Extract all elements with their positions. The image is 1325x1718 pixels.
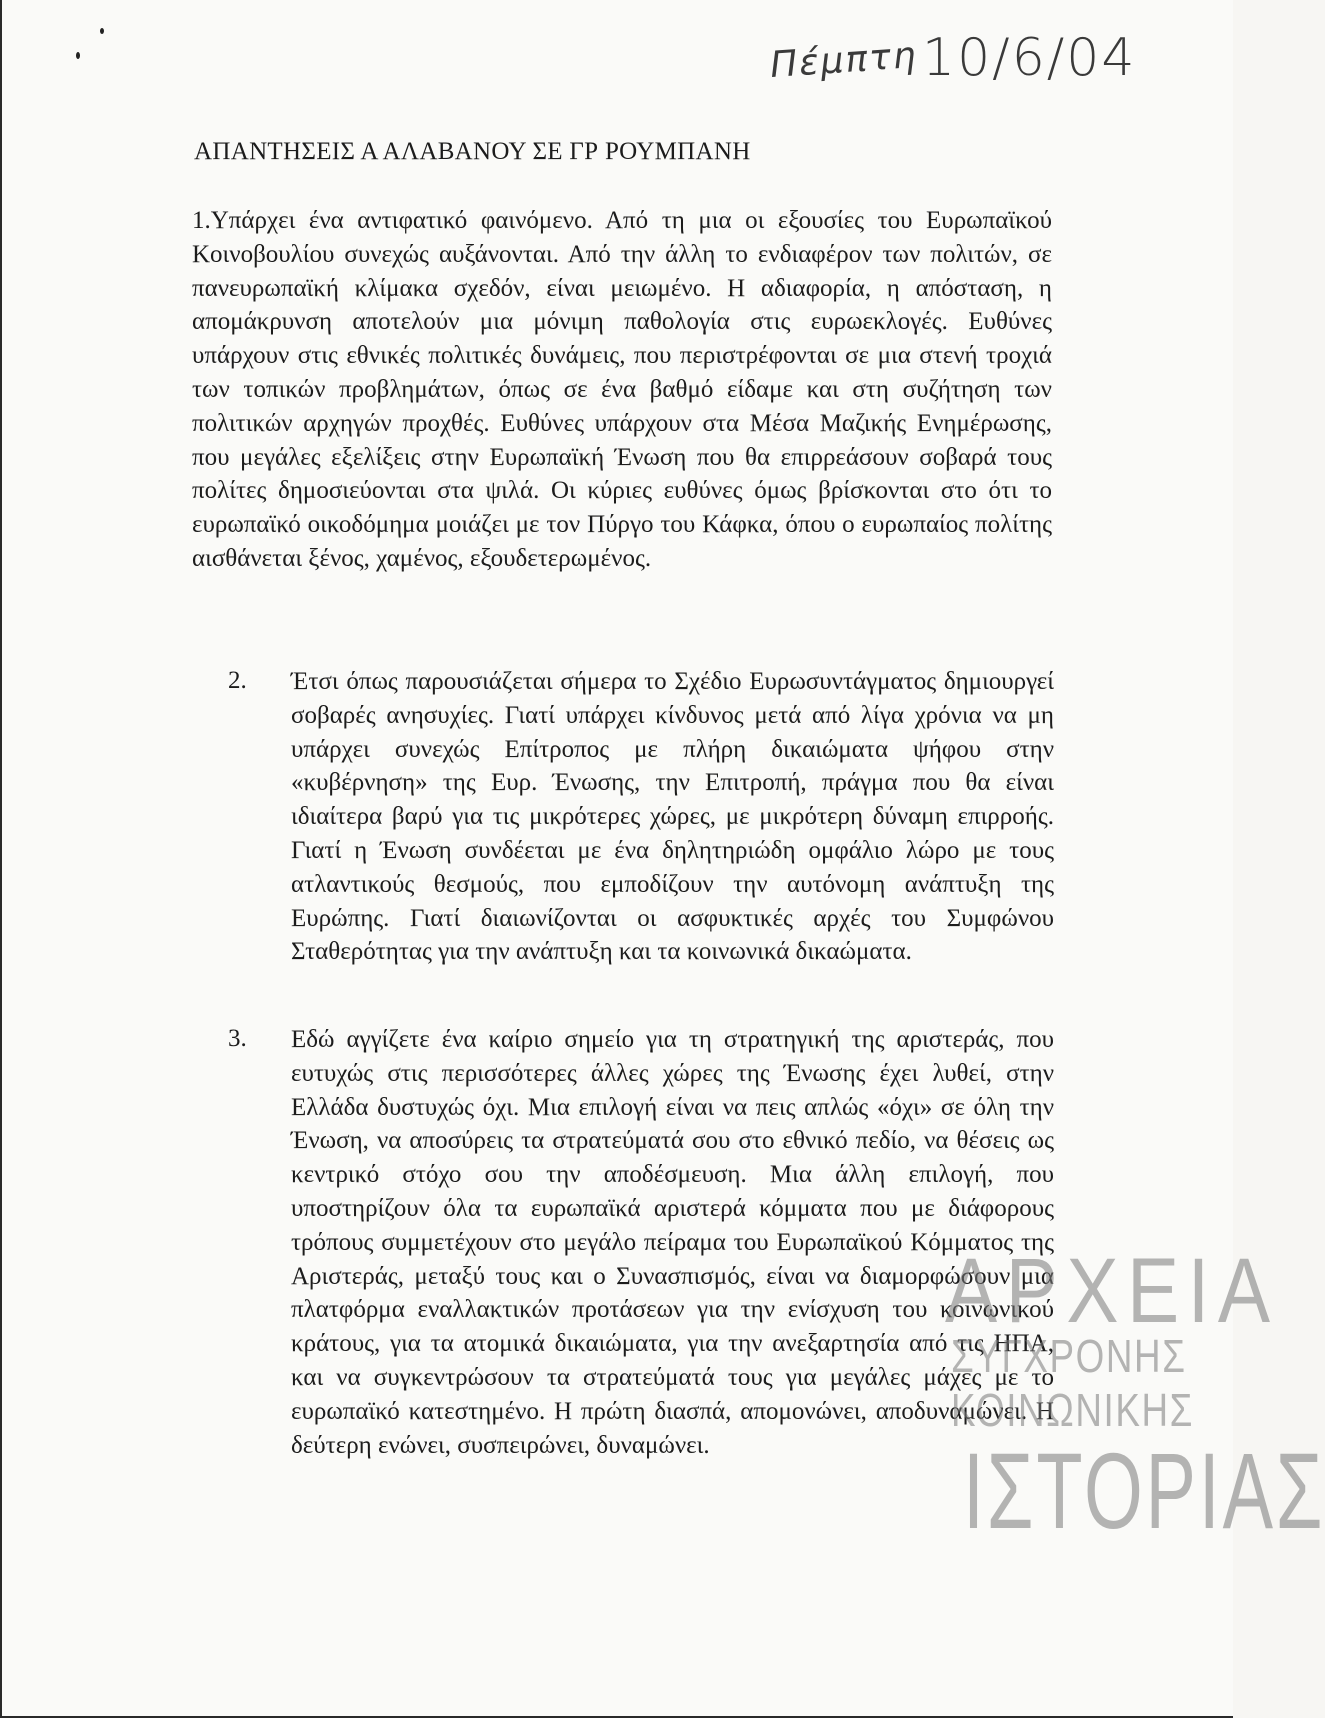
paragraph-1: 1.Υπάρχει ένα αντιφατικό φαινόμενο. Από τη μια οι εξουσίες του Ευρωπαϊκού Κοινοβουλίου συνεχώς αυξάνονται. Από την άλλη το ενδιαφέρον των πολιτών, σε πανευρωπαϊκή κλίμακα σχεδόν, είναι μειωμένο. Η αδιαφορία, η απόσταση, η απομάκρυνση αποτελούν μια μόνιμη παθολογία στις ευρωεκλογές. Ευθύνες υπάρχουν στις εθνικές πολιτικές δυνάμεις, που περιστρέφονται σε μια στενή τροχιά των τοπικών προβλημάτων, όπως σε ένα βαθμό είδαμε και στη συζήτηση των πολιτικών αρχηγών προχθές. Ευθύνες υπάρχουν στα Μέσα Μαζικής Ενημέρωσης, που μεγάλες εξελίξεις στην Ευρωπαϊκή Ένωση που θα επιρρεάσουν σοβαρά τους πολίτες δημοσιεύονται στα ψιλά. Οι κύριες ευθύνες όμως βρίσκονται στο ότι το ευρωπαϊκό οικοδόμημα μοιάζει με τον Πύργο του Κάφκα, όπου ο ευρωπαίος πολίτης αισθάνεται ξένος, χαμένος, εξουδετερωμένος.	[192, 207, 1052, 572]
item-3-number: 3.	[228, 1025, 247, 1052]
document-title: ΑΠΑΝΤΗΣΕΙΣ Α ΑΛΑΒΑΝΟΥ ΣΕ ΓΡ ΡΟΥΜΠΑΝΗ	[194, 138, 751, 165]
handwritten-date: 10/6/04	[922, 28, 1137, 88]
watermark-line-1: ΑΡΧΕΙΑ	[945, 1240, 1279, 1342]
scan-speck	[76, 52, 80, 59]
watermark-line-4: ΙΣΤΟΡΙΑΣ	[963, 1430, 1325, 1551]
scan-speck	[100, 28, 104, 34]
item-3-text: Εδώ αγγίζετε ένα καίριο σημείο για τη στρατηγική της αριστεράς, που ευτυχώς στις περισσότερες άλλες χώρες της Ένωσης έχει λυθεί, στην Ελλάδα δυστυχώς όχι. Μια επιλογή είναι να πεις απλώς «όχι» σε όλη την Ένωση, να αποσύρεις τα στρατεύματά σου στο εθνικό πεδίο, να θέσεις ως κεντρικό στόχο σου την αποδέσμευση. Μια άλλη επιλογή, που υποστηρίζουν όλα τα ευρωπαϊκά αριστερά κόμματα που με διάφορους τρόπους συμμετέχουν στο μεγάλο πείραμα του Ευρωπαϊκού Κόμματος της Αριστεράς, μεταξύ τους και ο Συνασπισμός, είναι να διαμορφώσουν μια πλατφόρμα εναλλακτικών προτάσεων για την ενίσχυση του κοινωνικού κράτους, για τα ατομικά δικαιώματα, για την ανεξαρτησία από τις ΗΠΑ, και να συγκεντρώσουν τα στρατεύματά τους για μεγάλες μάχες με το ευρωπαϊκό κατεστημένο. Η πρώτη διασπά, απομονώνει, αποδυναμώνει. Η δεύτερη ενώνει, συσπειρώνει, δυναμώνει.	[291, 1026, 1054, 1459]
watermark-line-3: ΚΟΙΝΩΝΙΚΗΣ	[951, 1384, 1195, 1436]
watermark-line-2: ΣΥΓΧΡΟΝΗΣ	[951, 1330, 1187, 1382]
item-2-text: Έτσι όπως παρουσιάζεται σήμερα το Σχέδιο Ευρωσυντάγματος δημιουργεί σοβαρές ανησυχίες. Γιατί υπάρχει κίνδυνος μετά από λίγα χρόνια να μη υπάρχει συνεχώς Επίτροπος με πλήρη δικαιώματα ψήφου στην «κυβέρνηση» της Ευρ. Ένωσης, την Επιτροπή, πράγμα που θα είναι ιδιαίτερα βαρύ για τις μικρότερες χώρες, με μικρότερη δύναμη επιρροής. Γιατί η Ένωση συνδέεται με ένα δηλητηριώδη ομφάλιο λώρο με τους ατλαντικούς θεσμούς, που εμποδίζουν την αυτόνομη ανάπτυξη της Ευρώπης. Γιατί διαιωνίζονται οι ασφυκτικές αρχές του Συμφώνου Σταθερότητας για την ανάπτυξη και τα κοινωνικά δικαώματα.	[291, 668, 1054, 966]
item-2-number: 2.	[228, 667, 247, 694]
handwritten-day: Πέμπτη	[768, 34, 919, 87]
